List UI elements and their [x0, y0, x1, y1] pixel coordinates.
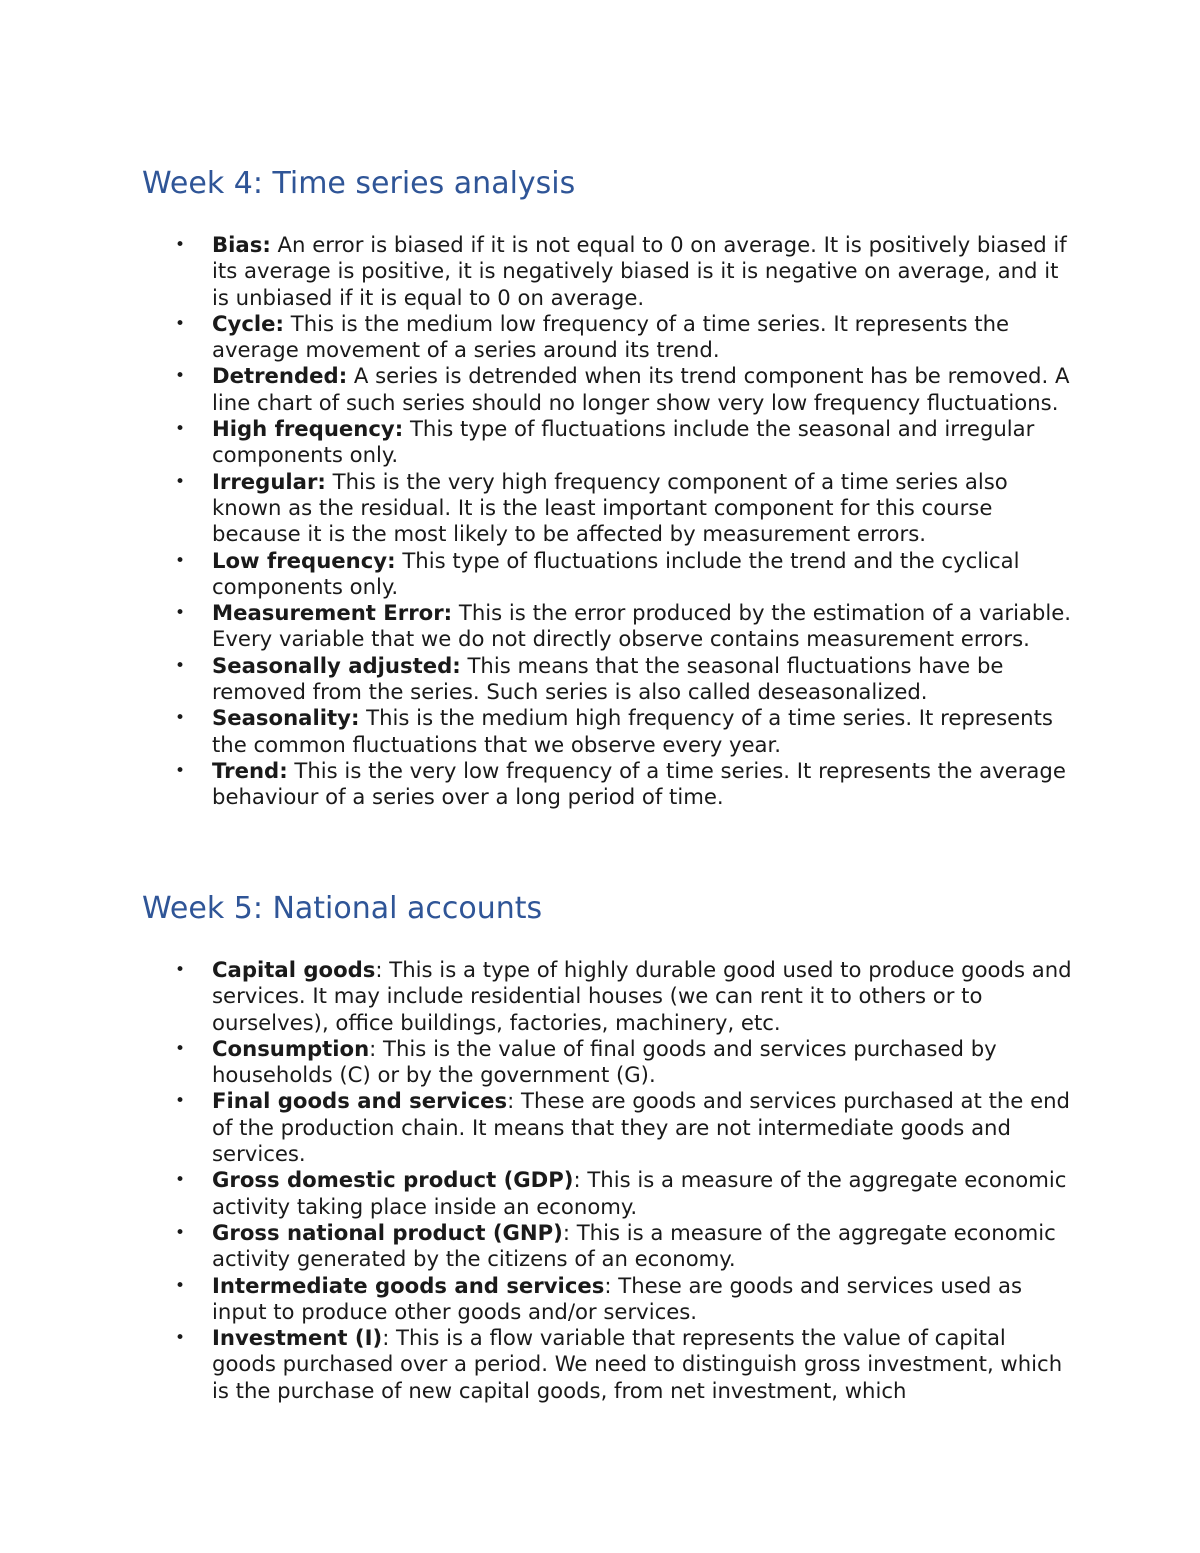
term: Investment (I) [212, 1325, 383, 1351]
definition: This means that the seasonal fluctuations have be removed from the series. Such series is also called deseasonalized. [212, 652, 1004, 705]
term: Seasonality: [212, 705, 360, 731]
term: Cycle: [212, 310, 285, 336]
list-item [142, 957, 1072, 1036]
term: Trend: [212, 757, 288, 783]
definition: : This is a measure of the aggregate economic activity generated by the citizens of an economy. [212, 1219, 1056, 1272]
bullet-icon: • [175, 1091, 186, 1112]
term: Seasonally adjusted: [212, 652, 461, 678]
bullet-icon: • [175, 603, 186, 624]
bullet-icon: • [175, 1328, 186, 1349]
bullet-icon: • [175, 1170, 186, 1191]
bullet-icon: • [175, 313, 186, 334]
definition: : This is a measure of the aggregate economic activity taking place inside an economy. [212, 1167, 1067, 1219]
list-item [142, 705, 1072, 758]
definition: A series is detrended when its trend component has be removed. A line chart of such series should no longer show very low frequency fluctuations. [212, 363, 1070, 415]
term: Gross national product (GNP) [212, 1219, 563, 1245]
definition-list [142, 232, 1072, 811]
list-item [142, 469, 1072, 548]
term: Gross domestic product (GDP) [212, 1167, 574, 1193]
definition: This is the error produced by the estimation of a variable. Every variable that we do not directly observe contains measurement errors. [212, 600, 1072, 652]
bullet-icon: • [175, 235, 186, 255]
definition: This is the very low frequency of a time series. It represents the average behaviour of a series over a long period of time. [212, 757, 1066, 810]
definition: This type of fluctuations include the trend and the cyclical components only. [212, 547, 1020, 599]
bullet-icon: • [175, 419, 186, 440]
term: Low frequency: [212, 547, 396, 573]
term: Detrended: [212, 363, 348, 389]
definition: This is the very high frequency component of a time series also known as the residual. It is the least important component for this course because it is the most likely to be affected by measurement errors. [212, 468, 1008, 547]
list-item [142, 758, 1072, 811]
definition: : These are goods and services used as input to produce other goods and/or services. [212, 1272, 1023, 1324]
list-item [142, 416, 1072, 469]
term: High frequency: [212, 416, 404, 442]
definition: An error is biased if it is not equal to 0 on average. It is positively biased if its average is positive, it is negatively biased is it is negative on average, and it is unbiased if it is equal to 0 on average. [212, 232, 1067, 310]
term: Irregular: [212, 468, 326, 494]
definition: : This is the value of final goods and services purchased by households (C) or by the government (G). [212, 1035, 997, 1088]
bullet-icon: • [175, 1038, 186, 1059]
section-heading: Week 5: National accounts [142, 891, 543, 926]
section-week-5 [142, 890, 1072, 1404]
bullet-icon: • [175, 760, 186, 781]
list-item [142, 1036, 1072, 1089]
term: Final goods and services [212, 1088, 508, 1114]
list-item [142, 653, 1072, 706]
list-item [142, 1167, 1072, 1220]
bullet-icon: • [175, 550, 186, 571]
section-week-4 [142, 165, 1072, 811]
list-item [142, 1273, 1072, 1326]
definition: This is the medium high frequency of a time series. It represents the common fluctuations that we observe every year. [212, 705, 1053, 757]
bullet-icon: • [175, 708, 186, 729]
list-item [142, 363, 1072, 416]
bullet-icon: • [175, 960, 186, 980]
bullet-icon: • [175, 1275, 186, 1296]
section-heading: Week 4: Time series analysis [142, 166, 576, 201]
definition: This is the medium low frequency of a time series. It represents the average movement of a series around its trend. [212, 310, 1010, 363]
definition: : These are goods and services purchased at the end of the production chain. It means that they are not intermediate goods and services. [212, 1088, 1070, 1167]
list-item [142, 548, 1072, 601]
definition-list [142, 957, 1072, 1404]
term: Measurement Error: [212, 600, 453, 626]
list-item [142, 1088, 1072, 1167]
term: Consumption [212, 1035, 370, 1061]
definition: : This is a type of highly durable good used to produce goods and services. It may include residential houses (we can rent it to others or to ourselves), office buildings, factories, machinery, etc. [212, 957, 1072, 1035]
list-item [142, 1220, 1072, 1273]
bullet-icon: • [175, 471, 186, 492]
bullet-icon: • [175, 1222, 186, 1243]
term: Capital goods [212, 957, 376, 982]
definition: : This is a flow variable that represents the value of capital goods purchased over a period. We need to distinguish gross investment, which is the purchase of new capital goods, from net investment, which [212, 1325, 1063, 1403]
list-item [142, 600, 1072, 653]
bullet-icon: • [175, 366, 186, 387]
term: Intermediate goods and services [212, 1272, 605, 1298]
bullet-icon: • [175, 655, 186, 676]
definition: This type of fluctuations include the seasonal and irregular components only. [212, 416, 1035, 468]
list-item [142, 311, 1072, 364]
term: Bias: [212, 232, 271, 257]
list-item [142, 1325, 1072, 1404]
list-item [142, 232, 1072, 311]
